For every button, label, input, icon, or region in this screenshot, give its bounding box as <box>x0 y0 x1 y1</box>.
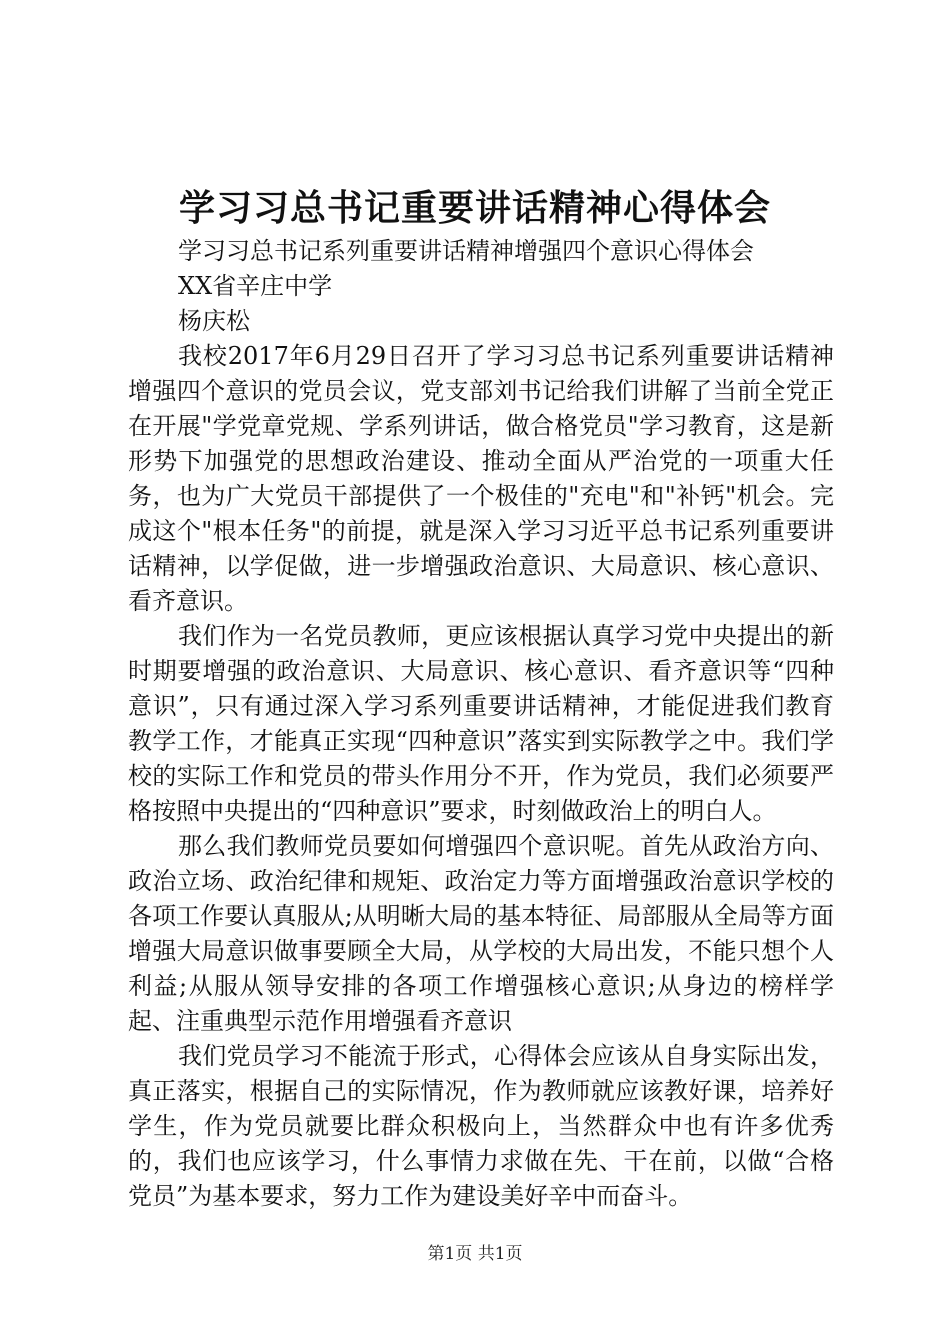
document-title: 学习习总书记重要讲话精神心得体会 <box>178 187 771 229</box>
paragraph-3: 那么我们教师党员要如何增强四个意识呢。首先从政治方向、政治立场、政治纪律和规矩、政治定力等方面增强政治意识学校的各项工作要认真服从;从明晰大局的基本特征、局部服从全局等方面增强大局意识做事要顾全大局，从学校的大局出发，不能只想个人利益;从服从领导安排的各项工作增强核心意识;从身边的榜样学起、注重典型示范作用增强看齐意识 <box>128 832 834 1035</box>
document-author: 杨庆松 <box>178 307 250 335</box>
document-body <box>128 234 834 1214</box>
paragraph-2: 我们作为一名党员教师，更应该根据认真学习党中央提出的新时期要增强的政治意识、大局意识、核心意识、看齐意识等“四种意识”，只有通过深入学习系列重要讲话精神，才能促进我们教育教学工作，才能真正实现“四种意识”落实到实际教学之中。我们学校的实际工作和党员的带头作用分不开，作为党员，我们必须要严格按照中央提出的“四种意识”要求，时刻做政治上的明白人。 <box>128 622 834 825</box>
document-subtitle: 学习习总书记系列重要讲话精神增强四个意识心得体会 <box>178 237 754 265</box>
paragraph-1: 我校2017年6月29日召开了学习习总书记系列重要讲话精神增强四个意识的党员会议，党支部刘书记给我们讲解了当前全党正在开展"学党章党规、学系列讲话，做合格党员"学习教育，这是新形势下加强党的思想政治建设、推动全面从严治党的一项重大任务，也为广大党员干部提供了一个极佳的"充电"和"补钙"机会。完成这个"根本任务"的前提，就是深入学习习近平总书记系列重要讲话精神，以学促做，进一步增强政治意识、大局意识、核心意识、看齐意识。 <box>128 342 834 615</box>
document-school: XX省辛庄中学 <box>178 272 333 300</box>
page-footer: 第1页 共1页 <box>427 1244 523 1264</box>
paragraph-4: 我们党员学习不能流于形式，心得体会应该从自身实际出发，真正落实，根据自己的实际情况，作为教师就应该教好课，培养好学生，作为党员就要比群众积极向上，当然群众中也有许多优秀的，我们也应该学习，什么事情力求做在先、干在前，以做“合格党员”为基本要求，努力工作为建设美好辛中而奋斗。 <box>128 1042 834 1210</box>
